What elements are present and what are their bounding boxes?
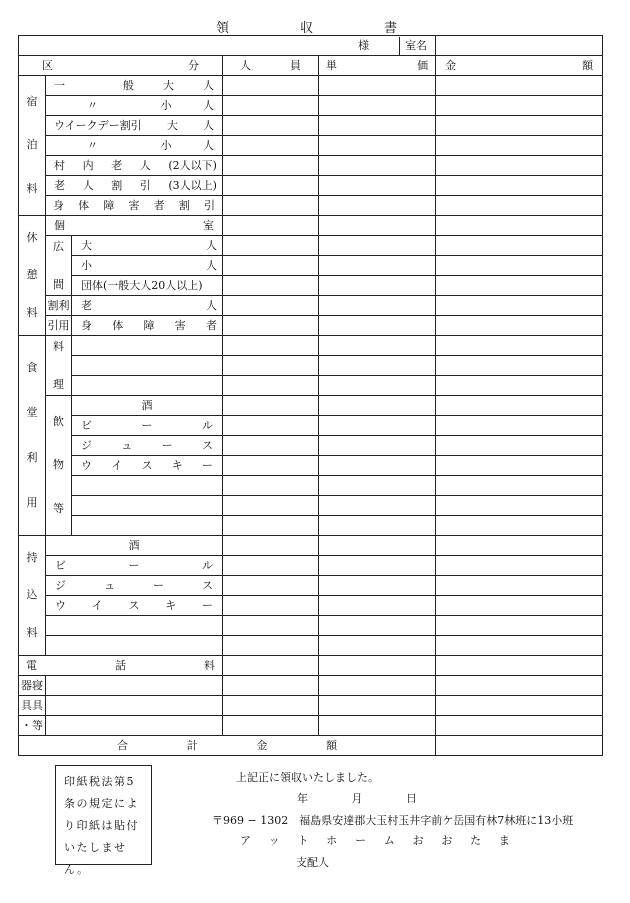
amount-cell[interactable] <box>436 296 603 316</box>
unit-cell[interactable] <box>319 136 436 156</box>
company-name: ア ッ ト ホ ー ム お お た ま <box>240 834 510 847</box>
people-cell[interactable] <box>223 436 319 456</box>
unit-cell[interactable] <box>319 436 436 456</box>
bedding-label: ・等 <box>19 716 46 736</box>
lodging-item: 〃 小 人 <box>46 136 223 156</box>
people-cell[interactable] <box>223 556 319 576</box>
carryin-item-cell[interactable] <box>46 636 223 656</box>
total-amount-cell[interactable] <box>436 736 603 756</box>
unit-cell[interactable] <box>319 496 436 516</box>
unit-cell[interactable] <box>319 716 436 736</box>
header-row <box>19 36 603 56</box>
amount-cell[interactable] <box>436 556 603 576</box>
amount-cell[interactable] <box>436 256 603 276</box>
col-amount: 金 額 <box>436 56 603 76</box>
food-item-cell[interactable] <box>72 376 223 396</box>
unit-cell[interactable] <box>319 296 436 316</box>
total-label: 合 計 金 額 <box>19 736 436 756</box>
people-cell[interactable] <box>223 636 319 656</box>
amount-cell[interactable] <box>436 616 603 636</box>
unit-cell[interactable] <box>319 336 436 356</box>
unit-cell[interactable] <box>319 276 436 296</box>
carryin-item: ウ イ ス キ ー <box>46 596 223 616</box>
unit-cell[interactable] <box>319 356 436 376</box>
carryin-label: 持 込 料 <box>19 536 46 656</box>
title-char: 収 <box>300 21 314 36</box>
people-cell[interactable] <box>223 536 319 556</box>
drink-item: ビ ー ル <box>72 416 223 436</box>
drink-item-cell[interactable] <box>72 516 223 536</box>
unit-cell[interactable] <box>319 616 436 636</box>
col-people: 人 員 <box>223 56 319 76</box>
people-cell[interactable] <box>223 236 319 256</box>
amount-cell[interactable] <box>436 696 603 716</box>
food-item-cell[interactable] <box>72 336 223 356</box>
unit-cell[interactable] <box>319 196 436 216</box>
people-cell[interactable] <box>223 576 319 596</box>
unit-cell[interactable] <box>319 456 436 476</box>
receipt-title <box>0 17 630 35</box>
drink-item: ジ ュ ー ス <box>72 436 223 456</box>
carryin-item: ビ ー ル <box>46 556 223 576</box>
room-name-field[interactable] <box>436 36 603 56</box>
amount-cell[interactable] <box>436 176 603 196</box>
people-cell[interactable] <box>223 496 319 516</box>
manager-label: 支配人 <box>296 856 329 869</box>
hall-label: 広 間 <box>46 236 72 296</box>
unit-cell[interactable] <box>319 216 436 236</box>
total-row <box>19 736 603 756</box>
title-char: 書 <box>384 21 398 36</box>
amount-cell[interactable] <box>436 96 603 116</box>
amount-cell[interactable] <box>436 316 603 336</box>
unit-cell[interactable] <box>319 636 436 656</box>
people-cell[interactable] <box>223 716 319 736</box>
lodging-label: 宿 泊 料 <box>19 76 46 216</box>
amount-cell[interactable] <box>436 336 603 356</box>
unit-cell[interactable] <box>319 576 436 596</box>
people-cell[interactable] <box>223 296 319 316</box>
people-cell[interactable] <box>223 476 319 496</box>
bedding-label: 具具 <box>19 696 46 716</box>
amount-cell[interactable] <box>436 416 603 436</box>
lodging-item: 老 人 割 引 (3人以上) <box>46 176 223 196</box>
discount-item: 老 人 <box>72 296 223 316</box>
discount-item: 身 体 障 害 者 <box>72 316 223 336</box>
amount-cell[interactable] <box>436 196 603 216</box>
hall-item: 大 人 <box>72 236 223 256</box>
unit-cell[interactable] <box>319 476 436 496</box>
rest-label: 休 憩 料 <box>19 216 46 336</box>
bedding-item-cell[interactable] <box>46 696 223 716</box>
people-cell[interactable] <box>223 596 319 616</box>
unit-cell[interactable] <box>319 156 436 176</box>
amount-cell[interactable] <box>436 536 603 556</box>
title-char: 領 <box>216 21 230 36</box>
stamp-duty-note: 印紙税法第5 条の規定によ り印紙は貼付 いたしません。 <box>55 765 152 865</box>
amount-cell[interactable] <box>436 596 603 616</box>
people-cell[interactable] <box>223 656 319 676</box>
lodging-item: 〃 小 人 <box>46 96 223 116</box>
discount-label: 割利 <box>46 296 72 316</box>
drink-item-cell[interactable] <box>72 476 223 496</box>
carryin-header: 酒 <box>46 536 223 556</box>
amount-cell[interactable] <box>436 516 603 536</box>
customer-name-field[interactable] <box>19 36 436 56</box>
unit-cell[interactable] <box>319 256 436 276</box>
unit-cell[interactable] <box>319 396 436 416</box>
hall-item: 小 人 <box>72 256 223 276</box>
people-cell[interactable] <box>223 116 319 136</box>
receipt-table <box>18 35 603 756</box>
unit-cell[interactable] <box>319 536 436 556</box>
drink-header: 酒 <box>72 396 223 416</box>
lodging-item: 身 体 障 害 者 割 引 <box>46 196 223 216</box>
food-item-cell[interactable] <box>72 356 223 376</box>
people-cell[interactable] <box>223 316 319 336</box>
dining-label: 食 堂 利 用 <box>19 336 46 536</box>
carryin-item: ジ ュ ー ス <box>46 576 223 596</box>
amount-cell[interactable] <box>436 216 603 236</box>
amount-cell[interactable] <box>436 236 603 256</box>
amount-cell[interactable] <box>436 456 603 476</box>
sama-label: 様 <box>358 38 370 52</box>
discount-label: 引用 <box>46 316 72 336</box>
drink-label: 飲 物 等 <box>46 396 72 536</box>
column-header-row <box>19 56 603 76</box>
col-kubun: 区 分 <box>19 56 223 76</box>
amount-cell[interactable] <box>436 116 603 136</box>
unit-cell[interactable] <box>319 696 436 716</box>
people-cell[interactable] <box>223 516 319 536</box>
unit-cell[interactable] <box>319 656 436 676</box>
people-cell[interactable] <box>223 256 319 276</box>
unit-cell[interactable] <box>319 176 436 196</box>
unit-cell[interactable] <box>319 416 436 436</box>
people-cell[interactable] <box>223 356 319 376</box>
unit-cell[interactable] <box>319 516 436 536</box>
people-cell[interactable] <box>223 456 319 476</box>
people-cell[interactable] <box>223 196 319 216</box>
people-cell[interactable] <box>223 276 319 296</box>
lodging-item: 一 般 大 人 <box>46 76 223 96</box>
amount-cell[interactable] <box>436 716 603 736</box>
people-cell[interactable] <box>223 396 319 416</box>
unit-cell[interactable] <box>319 556 436 576</box>
amount-cell[interactable] <box>436 476 603 496</box>
room-label: 室名 <box>399 37 435 55</box>
people-cell[interactable] <box>223 376 319 396</box>
people-cell[interactable] <box>223 416 319 436</box>
amount-cell[interactable] <box>436 156 603 176</box>
lodging-item: 村 内 老 人 (2人以下) <box>46 156 223 176</box>
unit-cell[interactable] <box>319 116 436 136</box>
unit-cell[interactable] <box>319 76 436 96</box>
unit-cell[interactable] <box>319 96 436 116</box>
bedding-item-cell[interactable] <box>46 676 223 696</box>
date-line: 年 月 日 <box>297 792 417 805</box>
address-text: 〒969 − 1302 福島県安達郡大玉村玉井字前ケ岳国有林7林班に13小班 <box>212 814 574 827</box>
amount-cell[interactable] <box>436 436 603 456</box>
people-cell[interactable] <box>223 696 319 716</box>
unit-cell[interactable] <box>319 236 436 256</box>
people-cell[interactable] <box>223 336 319 356</box>
amount-cell[interactable] <box>436 636 603 656</box>
people-cell[interactable] <box>223 136 319 156</box>
people-cell[interactable] <box>223 616 319 636</box>
people-cell[interactable] <box>223 96 319 116</box>
unit-cell[interactable] <box>319 596 436 616</box>
unit-cell[interactable] <box>319 316 436 336</box>
col-unit-price: 単 価 <box>319 56 436 76</box>
rest-private: 個 室 <box>46 216 223 236</box>
people-cell[interactable] <box>223 676 319 696</box>
lodging-item: ウイークデー割引 大 人 <box>46 116 223 136</box>
amount-cell[interactable] <box>436 356 603 376</box>
phone-label: 電 話 料 <box>19 656 223 676</box>
people-cell[interactable] <box>223 156 319 176</box>
people-cell[interactable] <box>223 76 319 96</box>
bedding-item-cell[interactable] <box>46 716 223 736</box>
hall-item: 団体(一般大人20人以上) <box>72 276 223 296</box>
amount-cell[interactable] <box>436 656 603 676</box>
amount-cell[interactable] <box>436 676 603 696</box>
amount-cell[interactable] <box>436 376 603 396</box>
unit-cell[interactable] <box>319 676 436 696</box>
carryin-item-cell[interactable] <box>46 616 223 636</box>
amount-cell[interactable] <box>436 496 603 516</box>
amount-cell[interactable] <box>436 76 603 96</box>
amount-cell[interactable] <box>436 396 603 416</box>
drink-item: ウ イ ス キ ー <box>72 456 223 476</box>
received-text: 上記正に領収いたしました。 <box>236 771 379 784</box>
amount-cell[interactable] <box>436 136 603 156</box>
bedding-label: 器寝 <box>19 676 46 696</box>
unit-cell[interactable] <box>319 376 436 396</box>
amount-cell[interactable] <box>436 276 603 296</box>
drink-item-cell[interactable] <box>72 496 223 516</box>
amount-cell[interactable] <box>436 576 603 596</box>
people-cell[interactable] <box>223 216 319 236</box>
food-label: 料 理 <box>46 336 72 396</box>
people-cell[interactable] <box>223 176 319 196</box>
